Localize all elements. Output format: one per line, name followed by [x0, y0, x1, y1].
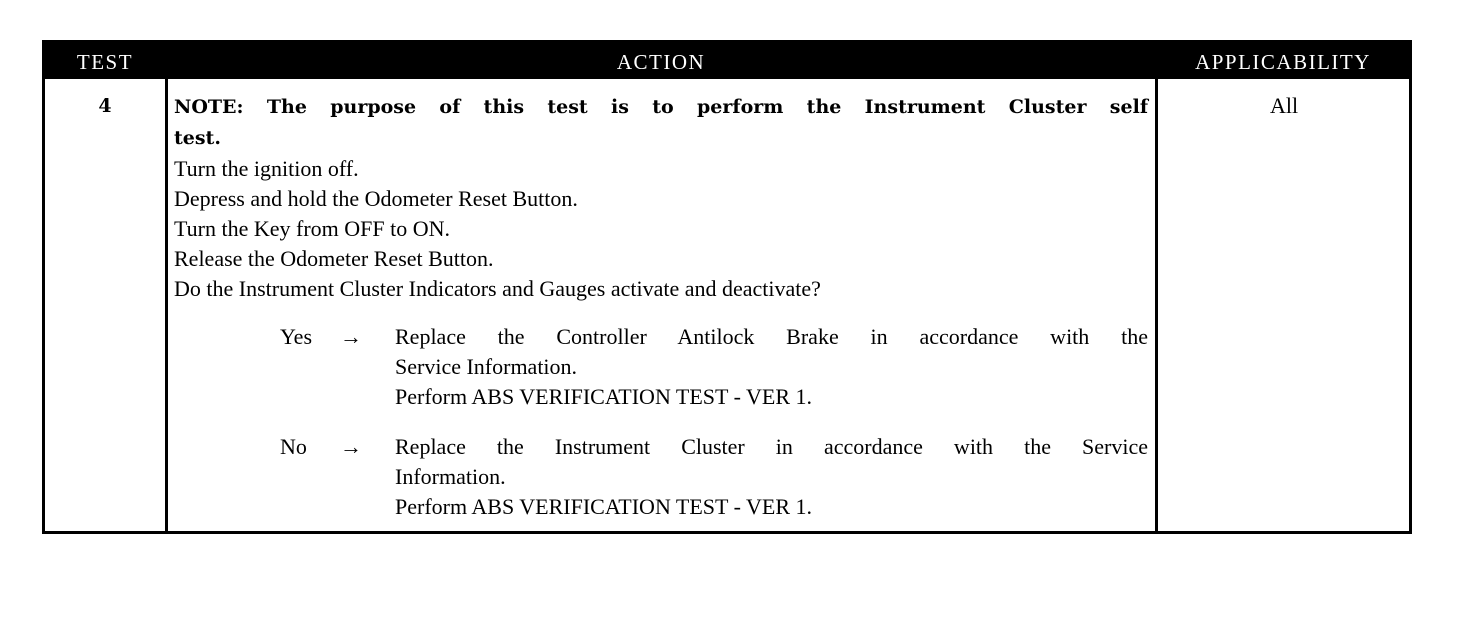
step-1: Turn the ignition off.: [174, 156, 359, 181]
answer-no-line-2: Information.: [395, 464, 506, 489]
answer-list: [174, 322, 1148, 522]
answer-yes-text: [395, 322, 1148, 412]
arrow-right-icon: →: [340, 324, 362, 349]
answer-no-label: No: [280, 434, 307, 459]
diagnostic-test-table: [42, 40, 1412, 534]
step-4: Release the Odometer Reset Button.: [174, 246, 494, 271]
answer-yes-line-2: Service Information.: [395, 354, 578, 379]
step-3: Turn the Key from OFF to ON.: [174, 216, 451, 241]
applicability-value: All: [1269, 93, 1299, 118]
answer-yes: [174, 322, 1148, 412]
answer-no-line-1: Replace the Instrument Cluster in accordance with the Service: [395, 434, 1148, 459]
answer-no-text: [395, 432, 1148, 522]
action-cell: [174, 92, 1148, 542]
answer-yes-line-1: Replace the Controller Antilock Brake in accordance with the: [395, 324, 1148, 349]
header-applicability: APPLICABILITY: [1195, 50, 1371, 74]
answer-no-line-3: Perform ABS VERIFICATION TEST - VER 1.: [395, 494, 813, 519]
step-5-question: Do the Instrument Cluster Indicators and Gauges activate and deactivate?: [174, 276, 821, 301]
answer-yes-line-3: Perform ABS VERIFICATION TEST - VER 1.: [395, 384, 813, 409]
test-number: 4: [98, 95, 112, 117]
table-header-row: [45, 43, 1409, 79]
answer-yes-label: Yes: [280, 324, 313, 349]
step-2: Depress and hold the Odometer Reset Button.: [174, 186, 578, 211]
answer-no: [174, 432, 1148, 522]
header-action: ACTION: [616, 50, 706, 74]
column-divider-1: [165, 79, 168, 531]
column-divider-2: [1155, 79, 1158, 531]
note-line-1: NOTE: The purpose of this test is to perform the Instrument Cluster self: [174, 96, 1148, 118]
arrow-right-icon: →: [340, 434, 362, 459]
test-note: [174, 92, 1148, 154]
note-line-2: test.: [174, 127, 221, 149]
header-test: TEST: [76, 50, 134, 74]
